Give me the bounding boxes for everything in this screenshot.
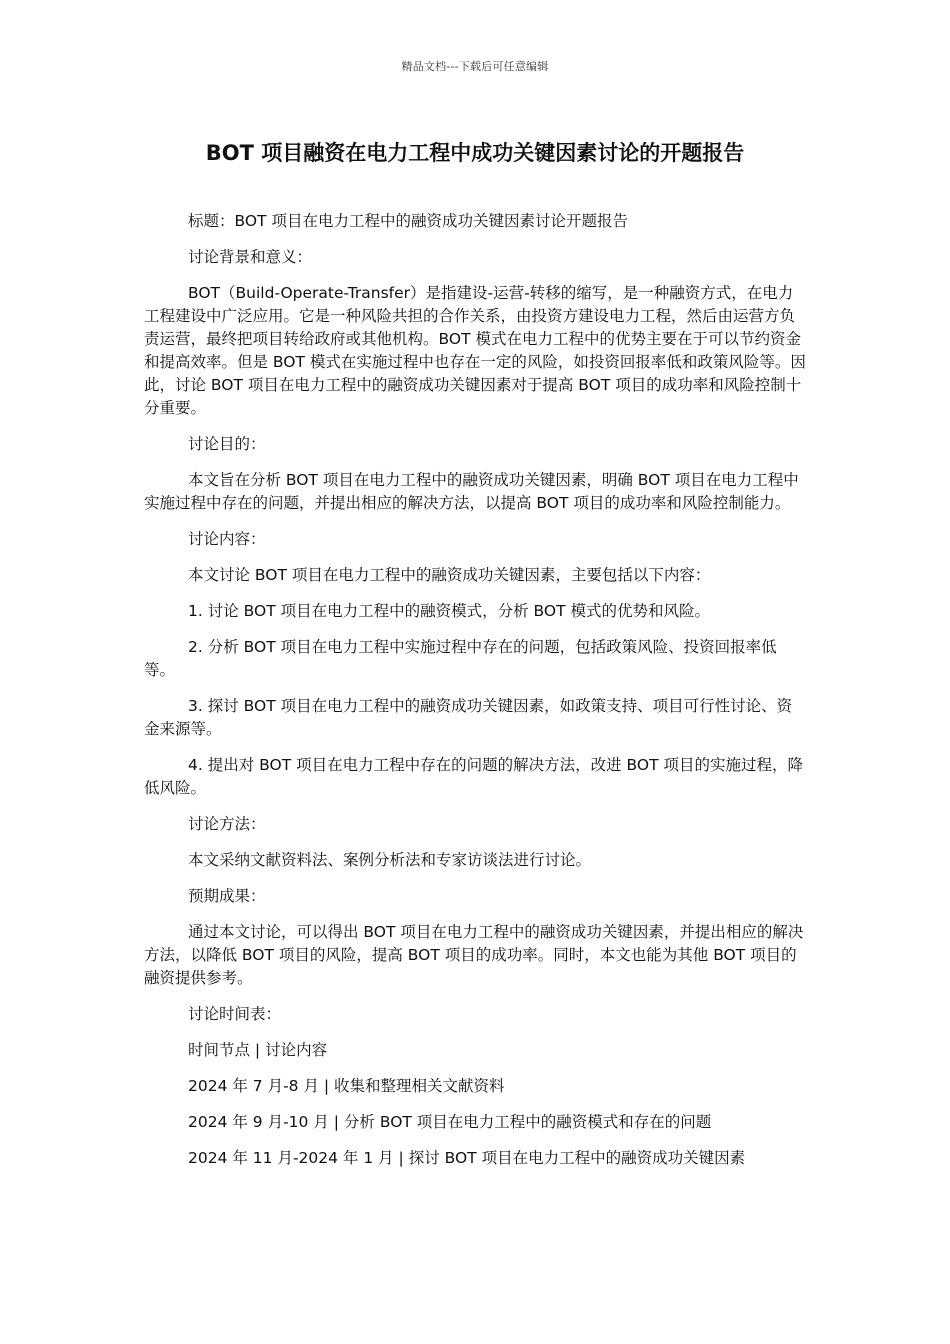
heading-background: 讨论背景和意义：: [188, 248, 313, 266]
document-body: [144, 210, 806, 1183]
list-item-4: 4. 提出对 BOT 项目在电力工程中存在的问题的解决方法，改进 BOT 项目的实施过程，降低风险。: [144, 756, 803, 797]
heading-timeline: 讨论时间表：: [188, 1005, 282, 1023]
list-item-2: 2. 分析 BOT 项目在电力工程中实施过程中存在的问题，包括政策风险、投资回报率低等。: [144, 638, 777, 679]
heading-purpose: 讨论目的：: [188, 435, 266, 453]
timeline-row: 2024 年 11 月-2024 年 1 月 | 探讨 BOT 项目在电力工程中的融资成功关键因素: [188, 1149, 746, 1167]
list-item-3: 3. 探讨 BOT 项目在电力工程中的融资成功关键因素，如政策支持、项目可行性讨论、资金来源等。: [144, 697, 793, 738]
heading-outcome: 预期成果：: [188, 887, 266, 905]
paragraph-method: 本文采纳文献资料法、案例分析法和专家访谈法进行讨论。: [188, 851, 592, 869]
heading-method: 讨论方法：: [188, 815, 266, 833]
paragraph-purpose: 本文旨在分析 BOT 项目在电力工程中的融资成功关键因素，明确 BOT 项目在电力工程中实施过程中存在的问题，并提出相应的解决方法，以提高 BOT 项目的成功率和风险控制能力。: [144, 471, 799, 512]
paragraph-content-intro: 本文讨论 BOT 项目在电力工程中的融资成功关键因素，主要包括以下内容：: [188, 566, 711, 584]
paragraph-subject: 标题：BOT 项目在电力工程中的融资成功关键因素讨论开题报告: [188, 212, 628, 230]
timeline-row: 2024 年 9 月-10 月 | 分析 BOT 项目在电力工程中的融资模式和存在的问题: [188, 1113, 712, 1131]
timeline-header-row: 时间节点 | 讨论内容: [188, 1041, 328, 1059]
paragraph-background: BOT（Build-Operate-Transfer）是指建设-运营-转移的缩写，是一种融资方式，在电力工程建设中广泛应用。它是一种风险共担的合作关系，由投资方建设电力工程，然后由运营方负责运营，最终把项目转给政府或其他机构。BOT 模式在电力工程中的优势主要在于可以节约资金和提高效率。但是 BOT 模式在实施过程中也存在一定的风险，如投资回报率低和政策风险等。因此，讨论 BOT 项目在电力工程中的融资成功关键因素对于提高 BOT 项目的成功率和风险控制十分重要。: [144, 284, 806, 417]
header-note: 精品文档---下载后可任意编辑: [401, 60, 549, 73]
document-title: BOT 项目融资在电力工程中成功关键因素讨论的开题报告: [205, 141, 745, 165]
timeline-row: 2024 年 7 月-8 月 | 收集和整理相关文献资料: [188, 1077, 505, 1095]
heading-content: 讨论内容：: [188, 530, 266, 548]
paragraph-outcome: 通过本文讨论，可以得出 BOT 项目在电力工程中的融资成功关键因素，并提出相应的解决方法，以降低 BOT 项目的风险，提高 BOT 项目的成功率。同时，本文也能为其他 BOT 项目的融资提供参考。: [144, 923, 804, 987]
list-item-1: 1. 讨论 BOT 项目在电力工程中的融资模式，分析 BOT 模式的优势和风险。: [188, 602, 710, 620]
